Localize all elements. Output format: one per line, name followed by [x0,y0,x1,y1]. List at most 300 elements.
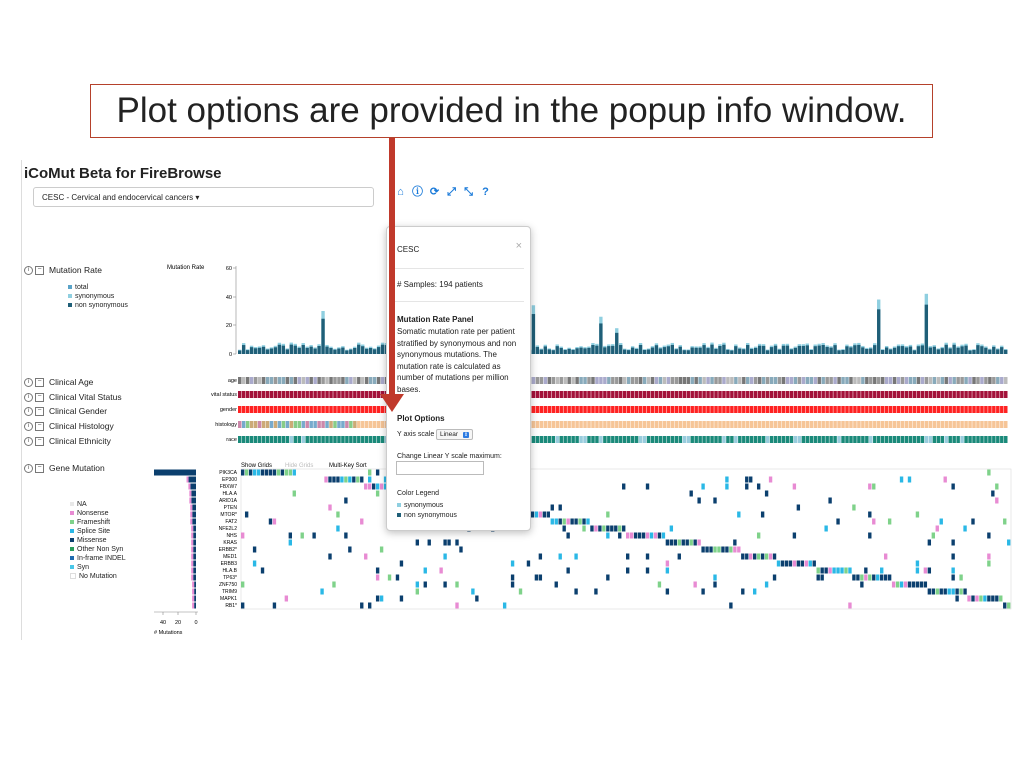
color-legend-heading: Color Legend [397,490,440,497]
mutation-cell [705,547,708,553]
mutation-cell [261,470,264,476]
clinical-cell [913,377,916,384]
clinical-cell [687,436,690,443]
mutation-cell [241,603,244,609]
mutation-cell [872,519,875,525]
clinical-cell [655,406,658,413]
mutation-cell [610,526,613,532]
clinical-cell [286,421,289,428]
gene-count-bar [193,568,196,574]
clinical-cell [536,377,539,384]
clinical-cell [889,436,892,443]
clinical-cell [996,377,999,384]
clinical-cell [984,406,987,413]
rate-bar-nonsyn [246,350,249,354]
mutation-cell [666,540,669,546]
x-tick-label: 0 [194,620,198,626]
clinical-cell [591,436,594,443]
gene-label[interactable]: KRAS [223,540,237,546]
clinical-cell [563,421,566,428]
rate-bar-nonsyn [798,346,801,354]
clinical-cell [615,406,618,413]
clinical-cell [619,377,622,384]
clinical-cell [810,406,813,413]
popup-title: CESC [397,245,420,254]
mutation-cell [642,533,645,539]
gene-label[interactable]: PTEN [223,505,237,511]
info-icon[interactable]: i [24,437,33,446]
mutation-cell [967,596,970,602]
clinical-cell [889,391,892,398]
rate-bar-nonsyn [278,345,281,354]
clinical-cell [552,406,555,413]
gene-label[interactable]: TP63* [223,575,237,581]
clinical-cell [798,436,801,443]
clinical-cell [825,436,828,443]
x-axis-title: # Mutations [154,630,183,636]
mutation-cell [555,582,558,588]
clinical-cell [694,377,697,384]
clinical-cell [814,377,817,384]
clinical-cell [690,377,693,384]
clinical-cell [833,391,836,398]
rate-bar-nonsyn [563,350,566,354]
mutation-cell [606,512,609,518]
clinical-cell [976,436,979,443]
legend-label: Syn [77,564,90,571]
mutation-cell [940,589,943,595]
gene-label[interactable]: MTOR* [220,512,237,518]
mutation-cell [900,477,903,483]
mutation-cell [872,484,875,490]
home-icon[interactable]: ⌂ [397,186,404,198]
clinical-cell [317,377,320,384]
mutation-cell [725,547,728,553]
clinical-cell [238,391,241,398]
clinical-cell [544,391,547,398]
gene-label[interactable]: RB1* [225,603,237,609]
gene-label[interactable]: FAT2 [225,519,237,525]
clinical-cell [619,436,622,443]
info-icon[interactable]: ⓘ [412,186,423,198]
clinical-cell [925,421,928,428]
refresh-icon[interactable]: ⟳ [429,186,440,198]
clinical-cell [933,436,936,443]
minus-icon[interactable]: − [35,464,44,473]
mutation-cell [320,589,323,595]
rate-bar-nonsyn [258,348,261,354]
gene-label[interactable]: ERBB3 [220,561,237,567]
clinical-cell [579,421,582,428]
clinical-cell [964,421,967,428]
clinical-cell [853,421,856,428]
clinical-cell [722,421,725,428]
clinical-cell [698,406,701,413]
change-max-label: Change Linear Y scale maximum: [397,453,502,460]
clinical-cell [901,421,904,428]
clinical-cell [988,406,991,413]
clinical-cell [861,421,864,428]
rate-bar-nonsyn [540,350,543,354]
clinical-cell [877,421,880,428]
mutation-cell [511,582,514,588]
clinical-cell [651,391,654,398]
clinical-cell [933,377,936,384]
clinical-cell [266,406,269,413]
info-icon[interactable]: i [24,266,33,275]
clinical-cell [337,377,340,384]
legend-label: In-frame INDEL [77,555,126,562]
track-label: Clinical Vital Status [49,392,122,402]
multi-key-sort-button[interactable]: Multi-Key Sort [329,463,367,469]
clinical-cell [329,377,332,384]
gene-count-bar-nonsense [192,589,194,595]
rate-bar-nonsyn [679,347,682,354]
rate-bar-nonsyn [687,350,690,354]
collapse-icon[interactable]: ⤡ [464,186,473,198]
clinical-cell [782,377,785,384]
clinical-cell [857,391,860,398]
clinical-cell [571,436,574,443]
rate-bar-nonsyn [825,347,828,354]
clinical-cell [687,421,690,428]
clinical-cell [587,377,590,384]
clinical-cell [663,421,666,428]
rate-bar-nonsyn [639,345,642,354]
y-max-input[interactable] [396,461,484,475]
clinical-cell [619,391,622,398]
clinical-cell [889,406,892,413]
minus-icon[interactable]: − [35,266,44,275]
mutation-cell [654,533,657,539]
clinical-cell [881,391,884,398]
clinical-cell [694,406,697,413]
info-icon[interactable]: i [24,422,33,431]
rate-bar-nonsyn [575,348,578,354]
mutation-cell [709,547,712,553]
clinical-cell [556,421,559,428]
mutation-cell [951,568,954,574]
mutation-cell [836,519,839,525]
clinical-cell [540,436,543,443]
clinical-cell [381,421,384,428]
mutation-cell [789,561,792,567]
mutation-cell [547,512,550,518]
minus-icon[interactable]: − [35,407,44,416]
clinical-cell [683,377,686,384]
mutation-cell [864,568,867,574]
mutation-cell [622,526,625,532]
rate-bar-nonsyn [702,345,705,354]
gene-label[interactable]: ZNF750 [218,582,237,588]
rate-bar-nonsyn [556,346,559,354]
mutation-cell [614,526,617,532]
clinical-cell [917,421,920,428]
clinical-cell [798,406,801,413]
clinical-cell [663,391,666,398]
clinical-cell [659,406,662,413]
clinical-cell [333,391,336,398]
mutation-cell [713,582,716,588]
minus-icon[interactable]: − [35,422,44,431]
clinical-cell [964,391,967,398]
mutation-cell [344,477,347,483]
mutation-cell [749,554,752,560]
expand-icon[interactable]: ⤢ [447,186,456,198]
info-icon[interactable]: i [24,378,33,387]
clinical-cell [242,391,245,398]
rate-bar-nonsyn [742,349,745,354]
help-icon[interactable]: ? [482,186,489,198]
mutation-cell [868,533,871,539]
mutation-cell [527,561,530,567]
clinical-cell [639,377,642,384]
rate-bar-nonsyn [655,345,658,354]
rate-bar-nonsyn [567,349,570,354]
mutation-cell [670,540,673,546]
clinical-cell [349,421,352,428]
clinical-cell [702,436,705,443]
mutation-cell [852,505,855,511]
rate-bar-nonsyn [571,350,574,354]
clinical-cell [246,406,249,413]
clinical-cell [885,421,888,428]
mutation-cell [618,526,621,532]
info-icon[interactable]: i [24,407,33,416]
clinical-cell [750,421,753,428]
mutation-cell [582,526,585,532]
mutation-cell [328,505,331,511]
clinical-cell [885,436,888,443]
clinical-cell [869,391,872,398]
samples-count: # Samples: 194 patients [397,280,483,289]
clinical-cell [365,406,368,413]
clinical-cell [337,391,340,398]
mutation-cell [979,596,982,602]
cancer-type-dropdown[interactable]: CESC - Cervical and endocervical cancers ▾ [33,187,374,207]
gene-label[interactable]: TRIM9 [222,589,237,595]
gene-label[interactable]: NHS [226,533,237,539]
clinical-cell [631,377,634,384]
rate-bar-nonsyn [758,346,761,354]
clinical-cell [877,406,880,413]
gene-label[interactable]: HLA.A [222,491,237,497]
mutation-cell [646,568,649,574]
clinical-cell [877,436,880,443]
mutation-cell [293,470,296,476]
clinical-cell [710,391,713,398]
gene-label[interactable]: MAPK1 [220,596,237,602]
gene-label[interactable]: ARID1A [218,498,237,504]
clinical-cell [734,391,737,398]
clinical-cell [718,377,721,384]
y-tick-label: 40 [225,295,232,301]
clinical-cell [591,421,594,428]
gene-label[interactable]: EP300 [221,477,237,483]
info-icon[interactable]: i [24,393,33,402]
clinical-cell [833,436,836,443]
clinical-cell [567,421,570,428]
clinical-cell [305,421,308,428]
clinical-cell [270,377,273,384]
gene-label[interactable]: FBXW7 [219,484,237,490]
clinical-cell [567,391,570,398]
mutation-cell [773,575,776,581]
mutation-cell [765,582,768,588]
clinical-cell [972,391,975,398]
clinical-cell [548,377,551,384]
gene-count-bar-nonsense [188,484,190,490]
mutation-cell [761,512,764,518]
clinical-cell [694,436,697,443]
mutation-cell [253,470,256,476]
rate-bar-nonsyn [948,348,951,354]
clinical-cell [956,436,959,443]
mutation-cell [380,547,383,553]
clinical-cell [663,377,666,384]
clinical-cell [591,406,594,413]
rate-bar-nonsyn [671,345,674,354]
clinical-cell [790,391,793,398]
mutation-cell [590,526,593,532]
clinical-cell [302,436,305,443]
minus-icon[interactable]: − [35,437,44,446]
clinical-cell [302,391,305,398]
mutation-cell [511,575,514,581]
clinical-cell [710,436,713,443]
rate-bar-nonsyn [988,350,991,354]
show-grids-button[interactable]: Show Grids [241,463,273,469]
rate-bar-nonsyn [925,305,928,354]
clinical-cell [579,377,582,384]
rate-bar-nonsyn [802,346,805,354]
mutation-cell [261,568,264,574]
clinical-cell [877,391,880,398]
mutation-cell [372,484,375,490]
clinical-cell [806,377,809,384]
clinical-cell [365,377,368,384]
clinical-cell [909,421,912,428]
clinical-cell [274,406,277,413]
clinical-cell [968,406,971,413]
clinical-cell [992,391,995,398]
clinical-cell [563,391,566,398]
mutation-cell [916,561,919,567]
clinical-cell [869,421,872,428]
hide-grids-button[interactable]: Hide Grids [285,463,314,469]
clinical-cell [536,391,539,398]
close-button[interactable]: × [515,240,522,252]
clinical-cell [960,406,963,413]
rate-bar-nonsyn [714,349,717,354]
clinical-cell [282,391,285,398]
clinical-cell [552,377,555,384]
clinical-cell [647,406,650,413]
rate-bar-nonsyn [532,314,535,354]
mutation-cell [824,526,827,532]
mutation-cell [566,568,569,574]
legend-swatch [397,503,401,507]
clinical-cell [667,391,670,398]
clinical-cell [556,391,559,398]
clinical-cell [599,436,602,443]
legend-label: synonymous [75,293,115,300]
minus-icon[interactable]: − [35,393,44,402]
mutation-cell [447,540,450,546]
clinical-cell [540,377,543,384]
gene-label[interactable]: MED1 [223,554,237,560]
gene-label[interactable]: HLA.B [222,568,237,574]
rate-bar-nonsyn [337,349,340,354]
clinical-row-label: vital status [211,392,237,398]
clinical-cell [238,406,241,413]
gene-count-bar-nonsense [191,554,193,560]
clinical-cell [694,391,697,398]
mutation-cell [336,477,339,483]
clinical-cell [810,436,813,443]
mutation-cell [1007,603,1010,609]
mutation-cell [626,568,629,574]
info-icon[interactable]: i [24,464,33,473]
mutation-cell [765,554,768,560]
clinical-cell [984,391,987,398]
gene-label[interactable]: NFE2L2 [218,526,237,532]
rate-bar-nonsyn [734,346,737,354]
clinical-cell [829,421,832,428]
clinical-cell [341,421,344,428]
clinical-cell [361,436,364,443]
clinical-cell [353,406,356,413]
clinical-cell [849,391,852,398]
clinical-cell [345,406,348,413]
clinical-cell [833,406,836,413]
gene-label[interactable]: ERBB2* [218,547,237,553]
clinical-cell [948,421,951,428]
clinical-cell [305,436,308,443]
clinical-cell [964,436,967,443]
rate-bar-nonsyn [992,347,995,354]
minus-icon[interactable]: − [35,378,44,387]
clinical-cell [548,391,551,398]
clinical-cell [369,421,372,428]
clinical-cell [651,436,654,443]
rate-bar-nonsyn [242,345,245,354]
rate-bar-nonsyn [325,347,328,354]
mutation-cell [817,575,820,581]
clinical-cell [865,391,868,398]
mutation-cell [555,519,558,525]
clinical-cell [901,377,904,384]
clinical-cell [742,391,745,398]
rate-bar-nonsyn [901,346,904,354]
mutation-cell [777,561,780,567]
mutation-cell [443,554,446,560]
clinical-cell [829,406,832,413]
gene-label[interactable]: PIK3CA [219,470,237,476]
rate-bar-nonsyn [837,350,840,354]
mutation-cell [598,526,601,532]
clinical-cell [766,406,769,413]
clinical-cell [897,436,900,443]
rate-bar-nonsyn [302,345,305,354]
y-axis-scale-select[interactable] [436,429,473,440]
clinical-cell [571,377,574,384]
clinical-cell [798,377,801,384]
clinical-cell [290,391,293,398]
mutation-cell [348,547,351,553]
clinical-cell [643,421,646,428]
clinical-cell [687,406,690,413]
